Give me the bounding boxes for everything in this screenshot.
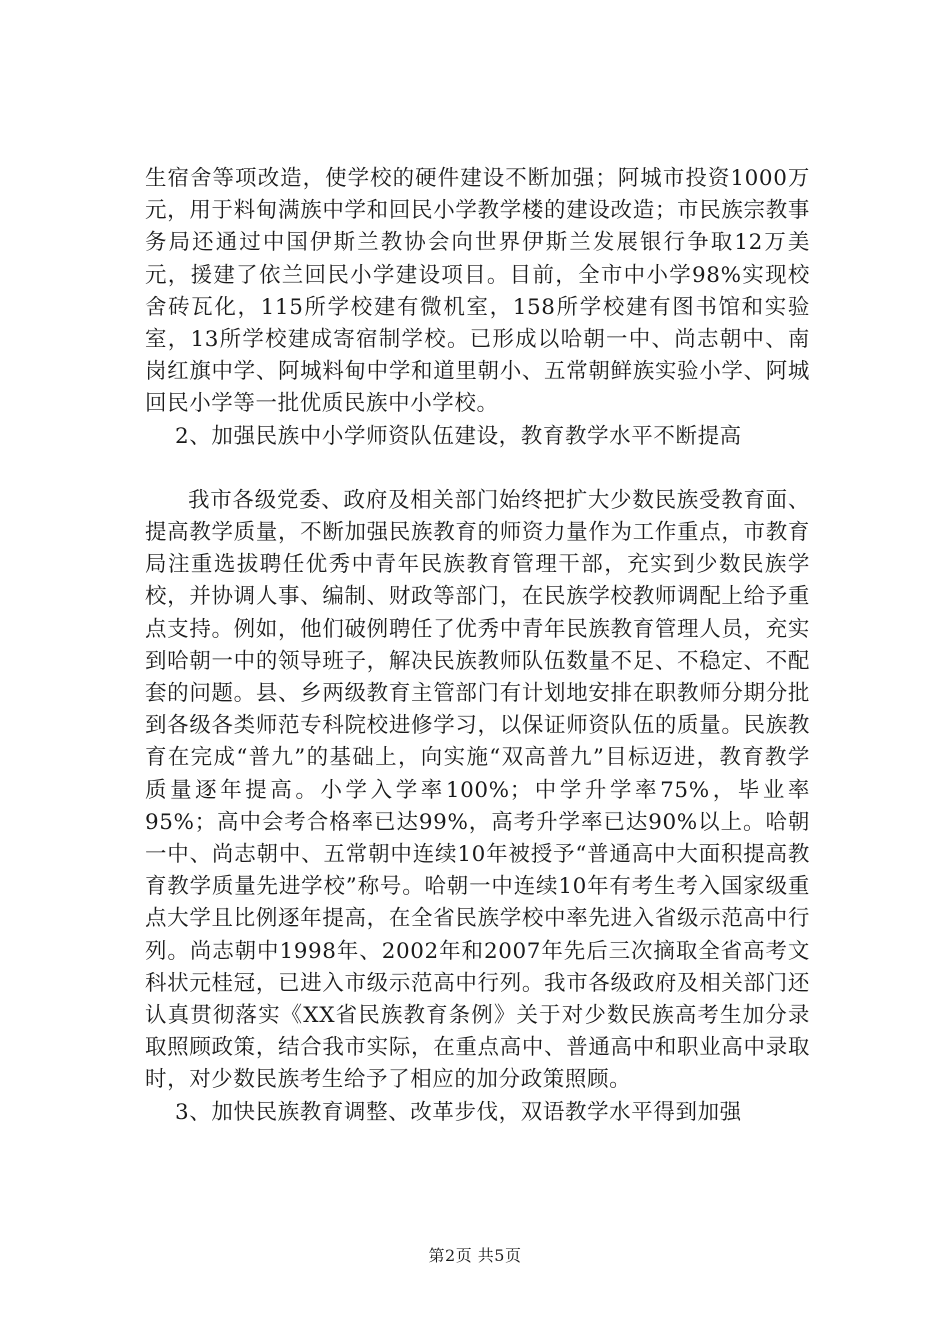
page-footer: 第2页 共5页 [428, 1246, 522, 1265]
section-heading-2: 2、加强民族中小学师资队伍建设，教育教学水平不断提高 [175, 423, 742, 449]
document-body [145, 163, 810, 1129]
paragraph-continued: 生宿舍等项改造，使学校的硬件建设不断加强；阿城市投资1000万元，用于料甸满族中学和回民小学教学楼的建设改造；市民族宗教事务局还通过中国伊斯兰教协会向世界伊斯兰发展银行争取12万美元，援建了依兰回民小学建设项目。目前，全市中小学98%实现校舍砖瓦化，115所学校建有微机室，158所学校建有图书馆和实验室，13所学校建成寄宿制学校。已形成以哈朝一中、尚志朝中、南岗红旗中学、阿城料甸中学和道里朝小、五常朝鲜族实验小学、阿城回民小学等一批优质民族中小学校。 [145, 166, 810, 417]
paragraph-teachers: 我市各级党委、政府及相关部门始终把扩大少数民族受教育面、提高教学质量，不断加强民族教育的师资力量作为工作重点，市教育局注重选拔聘任优秀中青年民族教育管理干部，充实到少数民族学校，并协调人事、编制、财政等部门，在民族学校教师调配上给予重点支持。例如，他们破例聘任了优秀中青年民族教育管理人员，充实到哈朝一中的领导班子，解决民族教师队伍数量不足、不稳定、不配套的问题。县、乡两级教育主管部门有计划地安排在职教师分期分批到各级各类师范专科院校进修学习，以保证师资队伍的质量。民族教育在完成“普九”的基础上，向实施“双高普九”目标迈进，教育教学质量逐年提高。小学入学率100%；中学升学率75%，毕业率95%；高中会考合格率已达99%，高考升学率已达90%以上。哈朝一中、尚志朝中、五常朝中连续10年被授予“普通高中大面积提高教育教学质量先进学校”称号。哈朝一中连续10年有考生考入国家级重点大学且比例逐年提高，在全省民族学校中率先进入省级示范高中行列。尚志朝中1998年、2002年和2007年先后三次摘取全省高考文科状元桂冠，已进入市级示范高中行列。我市各级政府及相关部门还认真贯彻落实《XX省民族教育条例》关于对少数民族高考生加分录取照顾政策，结合我市实际，在重点高中、普通高中和职业高中录取时，对少数民族考生给予了相应的加分政策照顾。 [145, 487, 810, 1093]
section-heading-3: 3、加快民族教育调整、改革步伐，双语教学水平得到加强 [175, 1099, 742, 1125]
blank-line [145, 453, 810, 485]
